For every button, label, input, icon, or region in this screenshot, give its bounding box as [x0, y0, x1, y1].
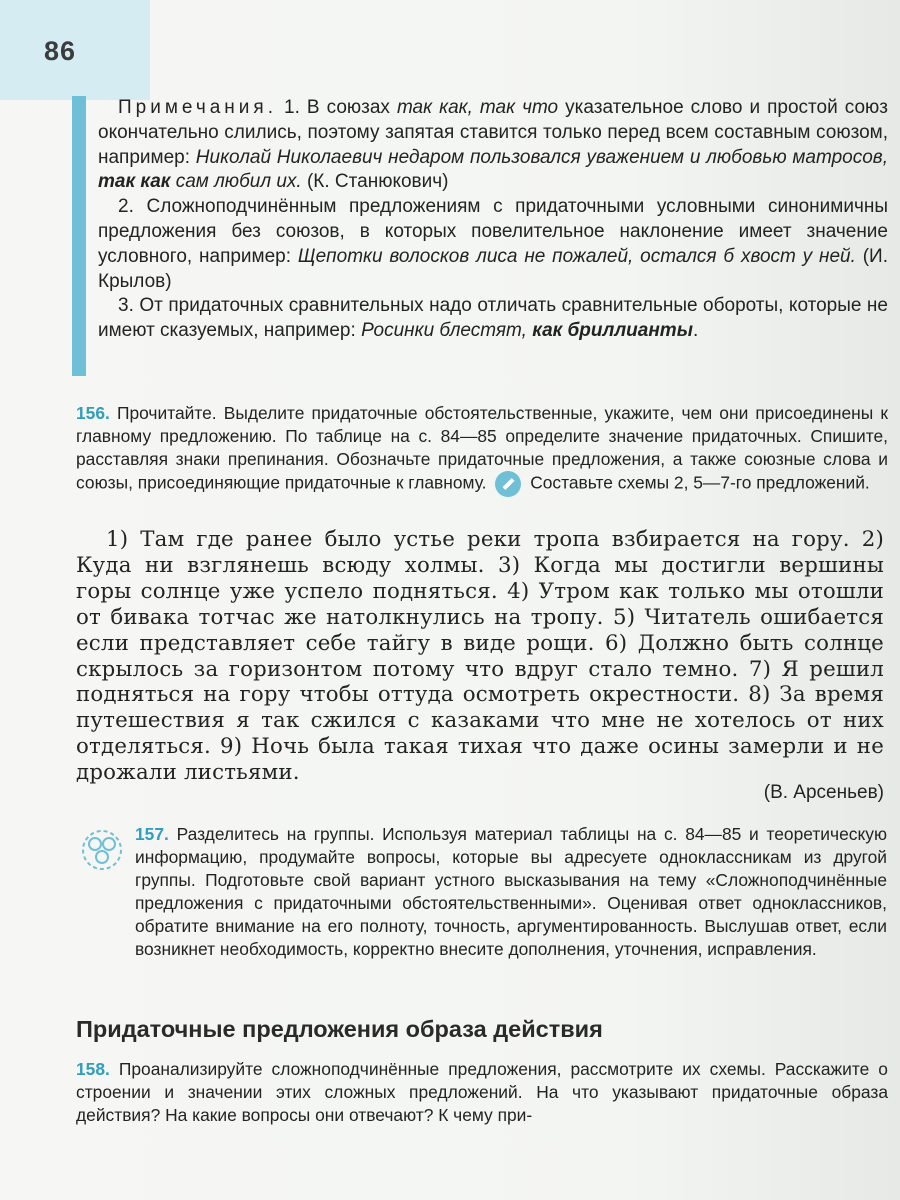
note-text: От придаточных сравнительных надо отличать сравнительные обороты, которые не имеют сказуемых, например: — [98, 295, 888, 342]
note-example: Росинки блестят, — [361, 320, 533, 342]
note-2 — [98, 195, 888, 294]
literary-author: (В. Арсеньев) — [763, 782, 884, 803]
note-example: Щепотки волосков лиса не пожалей, остался б хвост у ней. — [297, 245, 856, 267]
section-heading: Придаточные предложения образа действия — [76, 1016, 603, 1042]
note-bold: так как — [98, 171, 171, 193]
note-number: 2. — [118, 196, 134, 218]
exercise-number: 157. — [135, 824, 169, 844]
exercise-text: Проанализируйте сложноподчинённые предложения, рассмотрите их схемы. Расскажите о строении и значении этих сложных предложений. На что указывают придаточные образа действия? На какие вопросы они отвечают? К чему при- — [76, 1059, 888, 1125]
note-number: 3. — [118, 295, 134, 317]
notes-accent-bar — [72, 96, 86, 376]
pencil-icon — [495, 471, 521, 497]
notes-title: Примечания. — [118, 97, 277, 118]
exercise-text: Разделитесь на группы. Используя материал таблицы на с. 84—85 и теоретическую информацию, продумайте вопросы, которые вы адресуете одноклассникам из другой группы. Подготовьте свой вариант устного высказывания на тему «Сложноподчинённые предложения с придаточными обстоятельственными». Оценивая ответ одноклассников, обратите внимание на его полноту, точность, аргументированность. Выслушав ответ, если возникнет необходимость, корректно внесите дополнения, уточнения, исправления. — [135, 824, 887, 959]
note-example: Николай Николаевич недаром пользовался уважением и любовью матросов, — [195, 146, 888, 168]
note-source: (К. Станюкович) — [301, 171, 449, 193]
note-example: сам любил их. — [170, 171, 302, 193]
note-1 — [98, 96, 888, 195]
note-text: Сложноподчинённым предложениям с придаточными условными синонимичны предложения без союзов, в которых повелительное наклонение имеет значение условного, например: — [98, 196, 889, 267]
exercise-text-after-icon: Составьте схемы 2, 5—7-го предложений. — [530, 472, 870, 493]
literary-text: 1) Там где ранее было устье реки тропа взбирается на гору. 2) Куда ни взглянешь всюду холмы. 3) Когда мы достигли вершины горы солнце уже успело подняться. 4) Утром как только мы отошли от бивака тотчас же натолкнулись на тропу. 5) Читатель ошибается если представляет себе тайгу в виде рощи. 6) Должно быть солнце скрылось за горизонтом потому что вдруг стало темно. 7) Я решил подняться на гору чтобы оттуда осмотреть окрестности. 8) За время путешествия я так сжился с казаками что мне не хотелось от них отделяться. 9) Ночь была такая тихая что даже осины замерли и не дрожали листьями. — [76, 527, 884, 786]
exercise-158 — [76, 1058, 888, 1127]
exercise-156 — [76, 402, 888, 497]
page-number: 86 — [44, 36, 77, 66]
exercise-157 — [135, 823, 887, 961]
notes-block — [98, 96, 888, 344]
note-number: 1. — [284, 97, 300, 118]
note-bold: как бриллианты — [532, 320, 693, 342]
exercise-text: Прочитайте. Выделите придаточные обстоятельственные, укажите, чем они присоединены к главному предложению. По таблице на с. 84—85 определите значение придаточных. Спишите, расставляя знаки препинания. Обозначьте придаточные предложения, а также союзные слова и союзы, присоединяющие придаточные к главному. — [76, 403, 888, 493]
note-text: . — [692, 320, 699, 342]
note-text: указательное слово и простой союз окончательно слились, поэтому запятая ставится только перед всем составным союзом, например: — [98, 97, 888, 168]
note-3 — [98, 294, 888, 344]
note-text: В союзах — [306, 97, 397, 118]
note-italic: так как, так что — [396, 97, 559, 118]
note-source: (И. Крылов) — [98, 245, 888, 292]
exercise-number: 156. — [76, 403, 110, 423]
group-work-icon — [78, 826, 126, 874]
exercise-number: 158. — [76, 1059, 110, 1079]
